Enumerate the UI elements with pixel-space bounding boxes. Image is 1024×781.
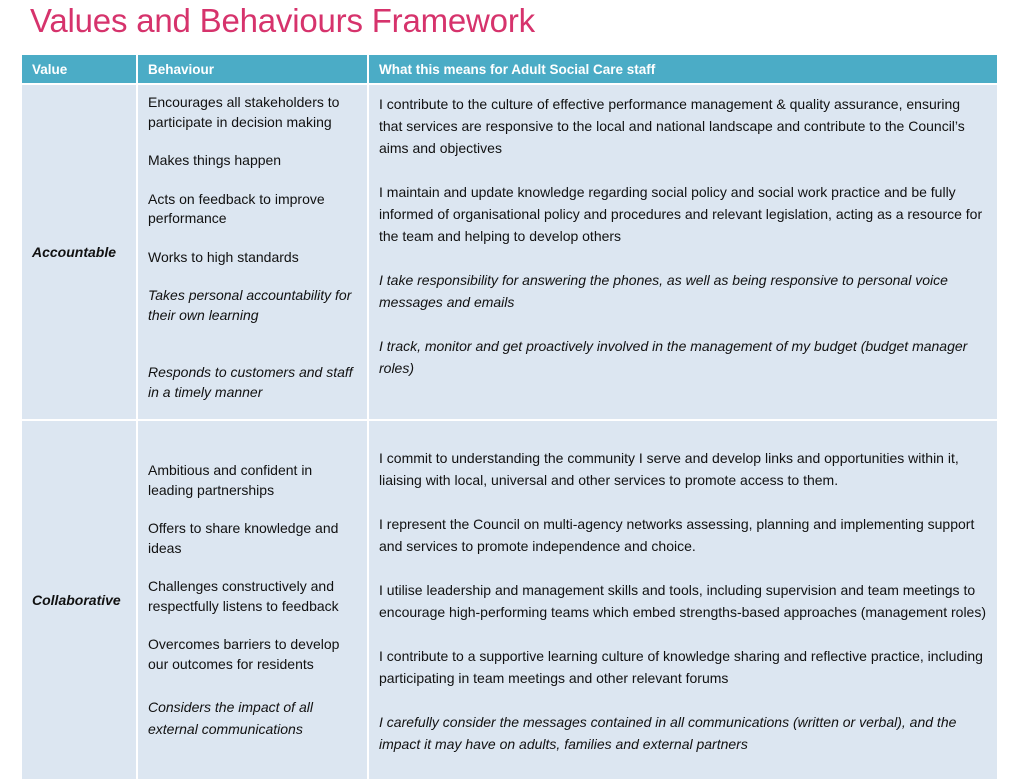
behaviour-item: Takes personal accountability for their own learning xyxy=(148,287,352,323)
meaning-item: I carefully consider the messages contained in all communications (written or verbal), and the impact it may have on adults, families and external partners xyxy=(379,714,957,752)
meaning-cell xyxy=(368,420,998,780)
behaviour-item: Offers to share knowledge and ideas xyxy=(148,520,339,556)
header-meaning: What this means for Adult Social Care staff xyxy=(368,54,998,84)
meaning-item: I utilise leadership and management skills and tools, including supervision and team meetings to encourage high-performing teams which embed strengths-based approaches (management roles) xyxy=(379,582,986,620)
behaviour-cell xyxy=(137,84,368,420)
meaning-item: I represent the Council on multi-agency networks assessing, planning and implementing support and services to promote independence and choice. xyxy=(379,516,975,554)
table-row-accountable xyxy=(21,84,998,420)
table-row-collaborative xyxy=(21,420,998,780)
behaviour-item: Acts on feedback to improve performance xyxy=(148,190,325,226)
meaning-item: I contribute to the culture of effective performance management & quality assurance, ensuring that services are responsive to the local and national landscape and contribute to the Council’s aims and objectives xyxy=(379,96,965,156)
meaning-item: I contribute to a supportive learning culture of knowledge sharing and reflective practice, including participating in team meetings and other relevant forums xyxy=(379,648,983,686)
page-title: Values and Behaviours Framework xyxy=(30,2,535,39)
value-cell: Accountable xyxy=(21,84,137,420)
behaviour-item: Ambitious and confident in leading partnerships xyxy=(148,462,313,498)
meaning-item: I maintain and update knowledge regarding social policy and social work practice and be fully informed of organisational policy and procedures and relevant legislation, acting as a resource for the team and helping to develop others xyxy=(379,184,983,244)
behaviour-item: Makes things happen xyxy=(148,152,282,168)
header-behaviour: Behaviour xyxy=(137,54,368,84)
behaviour-cell xyxy=(137,420,368,780)
behaviour-item: Responds to customers and staff in a timely manner xyxy=(148,364,353,400)
meaning-cell xyxy=(368,84,998,420)
meaning-item: I track, monitor and get proactively involved in the management of my budget (budget manager roles) xyxy=(379,338,968,376)
behaviour-item: Works to high standards xyxy=(148,248,299,265)
meaning-item: I commit to understanding the community I serve and develop links and opportunities within it, liaising with local, universal and other services to promote access to them. xyxy=(379,450,959,488)
table-header-row xyxy=(21,54,998,84)
value-cell: Collaborative xyxy=(21,420,137,780)
behaviour-item: Challenges constructively and respectfully listens to feedback xyxy=(148,578,339,614)
header-value: Value xyxy=(21,54,137,84)
behaviour-item: Encourages all stakeholders to participate in decision making xyxy=(148,94,340,130)
framework-table xyxy=(20,53,999,781)
meaning-item: I take responsibility for answering the phones, as well as being responsive to personal voice messages and emails xyxy=(379,272,948,310)
behaviour-item: Considers the impact of all external communications xyxy=(148,699,313,737)
behaviour-item: Overcomes barriers to develop our outcomes for residents xyxy=(148,636,340,672)
